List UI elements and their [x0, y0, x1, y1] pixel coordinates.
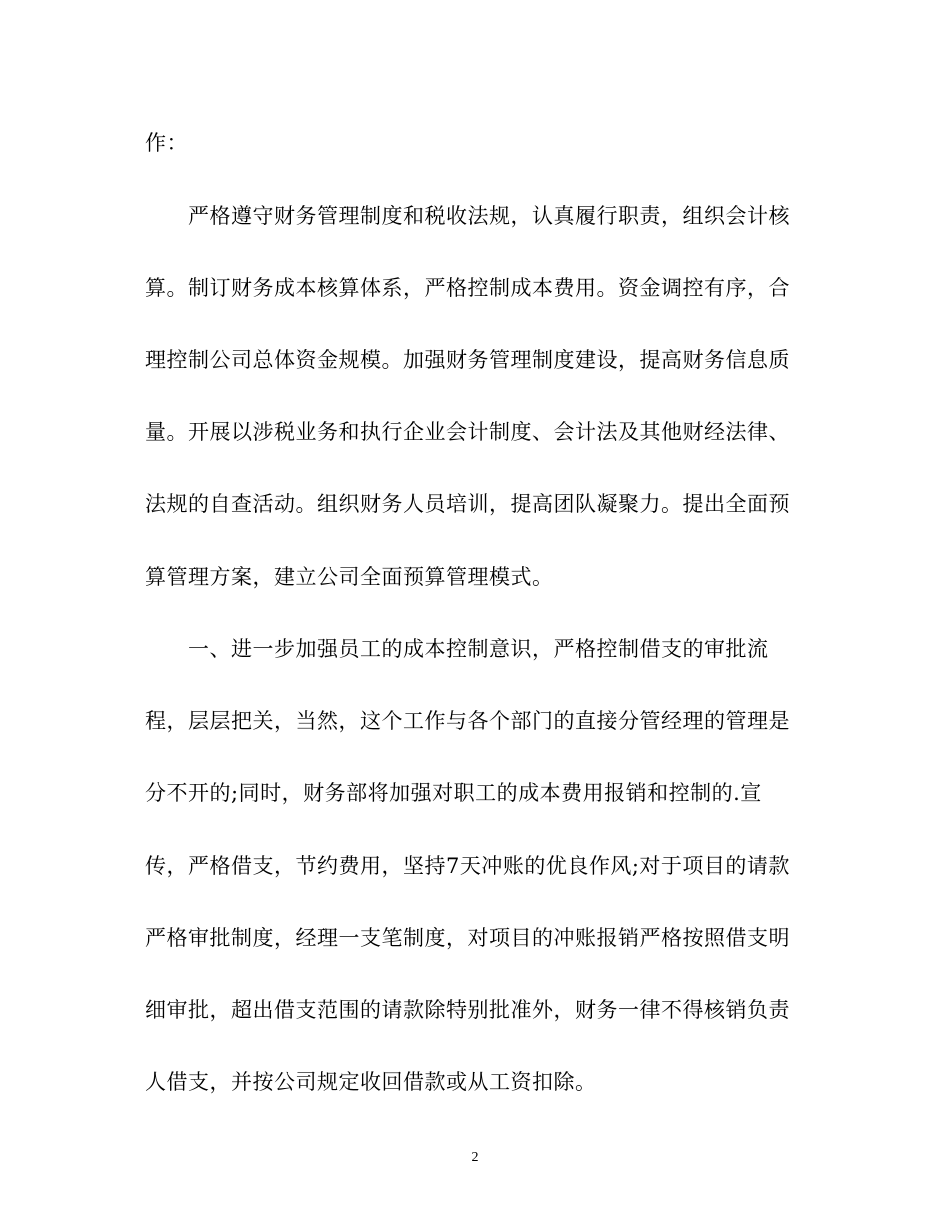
page-number: 2	[471, 1150, 479, 1165]
text-line: 严格审批制度，经理一支笔制度，对项目的冲账报销严格按照借支明	[145, 926, 790, 950]
text-line: 程，层层把关，当然，这个工作与各个部门的直接分管经理的管理是	[145, 709, 790, 733]
text-line: 严格遵守财务管理制度和税收法规，认真履行职责，组织会计核	[145, 204, 790, 228]
text-line: 法规的自查活动。组织财务人员培训，提高团队凝聚力。提出全面预	[145, 492, 790, 516]
text-line: 分不开的;同时，财务部将加强对职工的成本费用报销和控制的.宣	[145, 781, 762, 805]
text-line: 理控制公司总体资金规模。加强财务管理制度建设，提高财务信息质	[145, 348, 790, 372]
text-line: 一、进一步加强员工的成本控制意识，严格控制借支的审批流	[145, 637, 769, 661]
text-line: 细审批，超出借支范围的请款除特别批准外，财务一律不得核销负责	[145, 998, 790, 1022]
text-line: 算管理方案，建立公司全面预算管理模式。	[145, 565, 554, 589]
text-line: 作：	[145, 131, 188, 155]
text-line: 算。制订财务成本核算体系，严格控制成本费用。资金调控有序，合	[145, 276, 790, 300]
text-line: 传，严格借支，节约费用，坚持7天冲账的优良作风;对于项目的请款	[145, 854, 790, 878]
text-line: 量。开展以涉税业务和执行企业会计制度、会计法及其他财经法律、	[145, 420, 790, 444]
text-line: 人借支，并按公司规定收回借款或从工资扣除。	[145, 1070, 597, 1094]
